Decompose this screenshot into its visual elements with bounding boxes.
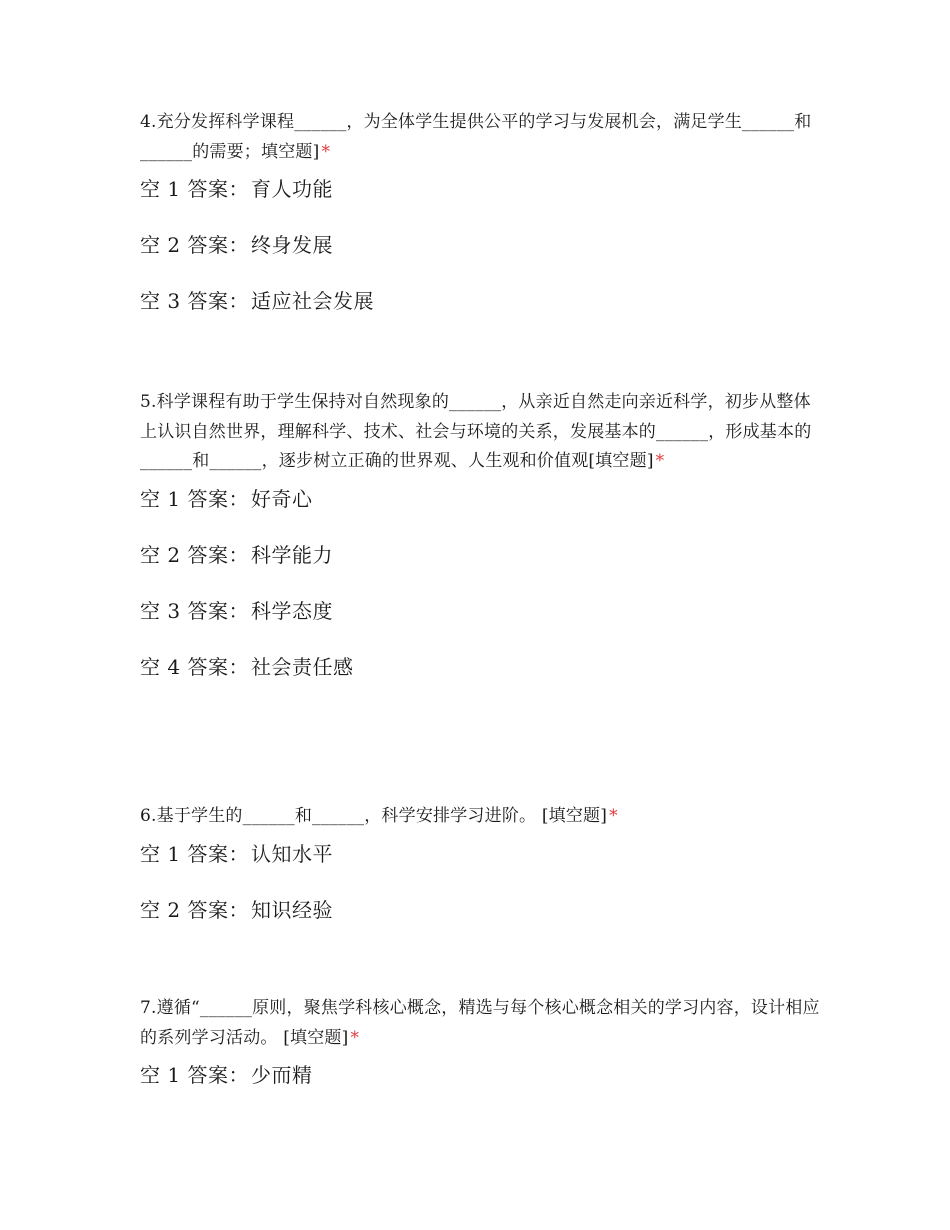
answer-item: 空 1 答案： 育人功能 <box>140 177 333 201</box>
question-4 <box>140 108 820 343</box>
answer-list <box>140 175 820 315</box>
answer-item: 空 2 答案： 终身发展 <box>140 233 333 257</box>
answer-item: 空 1 答案： 少而精 <box>140 1063 313 1087</box>
answer-list <box>140 485 820 681</box>
required-mark: * <box>655 451 665 471</box>
required-mark: * <box>350 1027 360 1048</box>
question-text: 7.遵循“______原则，聚焦学科核心概念，精选与每个核心概念相关的学习内容，设计相应的系列学习活动。 [填空题] * <box>140 998 820 1048</box>
question-5 <box>140 388 820 709</box>
question-6 <box>140 802 820 952</box>
answer-list <box>140 1061 820 1089</box>
required-mark: * <box>609 806 618 826</box>
answer-list <box>140 840 820 924</box>
answer-item: 空 3 答案： 适应社会发展 <box>140 289 374 313</box>
question-7 <box>140 994 820 1117</box>
question-text: 6.基于学生的______和______，科学安排学习进阶。 [填空题] * <box>140 806 618 826</box>
question-text: 5.科学课程有助于学生保持对自然现象的______，从亲近自然走向亲近科学，初步从整体上认识自然世界，理解科学、技术、社会与环境的关系，发展基本的______，形成基本的______和______，逐步树立正确的世界观、人生观和价值观[填空题] * <box>140 392 812 471</box>
question-text: 4.充分发挥科学课程______，为全体学生提供公平的学习与发展机会，满足学生______和______的需要；填空题] * <box>140 112 812 162</box>
answer-item: 空 3 答案： 科学态度 <box>140 598 333 623</box>
answer-item: 空 1 答案： 好奇心 <box>140 486 313 511</box>
answer-item: 空 4 答案： 社会责任感 <box>140 654 354 679</box>
required-mark: * <box>321 141 331 162</box>
answer-item: 空 2 答案： 科学能力 <box>140 542 333 567</box>
answer-item: 空 1 答案： 认知水平 <box>140 841 333 866</box>
answer-item: 空 2 答案： 知识经验 <box>140 897 333 922</box>
